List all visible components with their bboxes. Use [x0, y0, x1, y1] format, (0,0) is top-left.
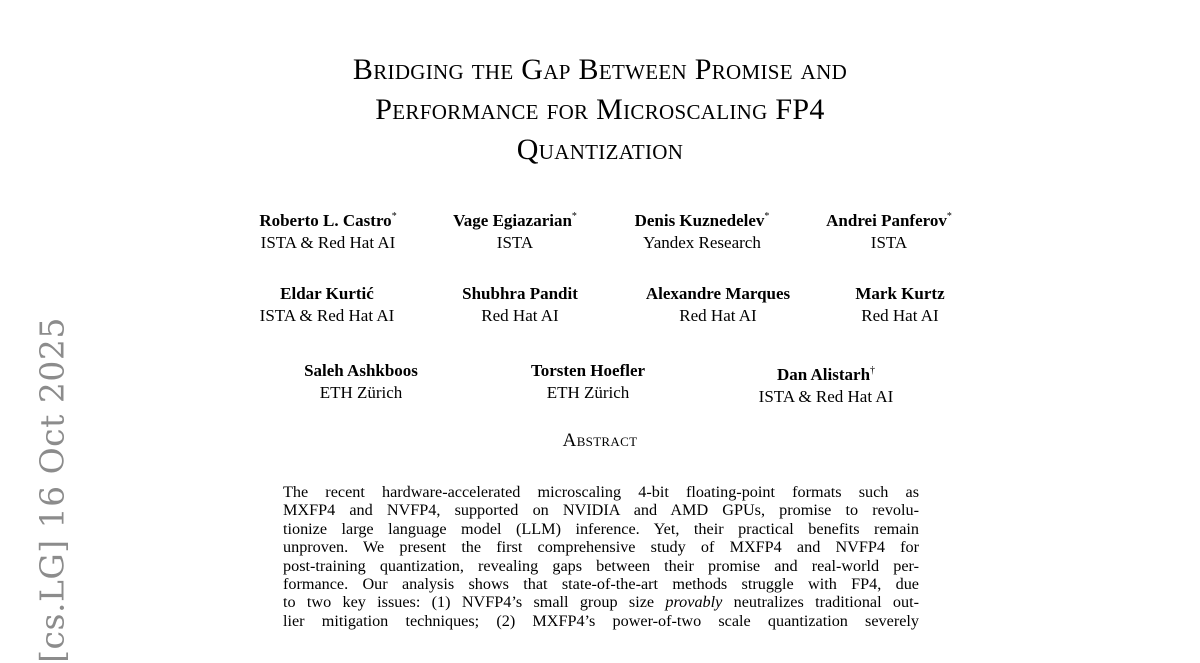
author-name: Andrei Panferov* — [826, 211, 952, 230]
author-block — [453, 206, 577, 254]
author-name: Shubhra Pandit — [462, 284, 578, 303]
author-block — [826, 206, 952, 254]
author-mark: * — [946, 211, 952, 222]
author-affiliation: ETH Zürich — [319, 383, 403, 402]
author-name: Alexandre Marques — [645, 284, 791, 303]
author-name: Denis Kuznedelev* — [634, 211, 770, 230]
author-affiliation: ISTA & Red Hat AI — [260, 233, 396, 252]
author-name: Vage Egiazarian* — [453, 211, 577, 230]
author-name: Saleh Ashkboos — [304, 361, 418, 380]
author-affiliation: Yandex Research — [643, 233, 761, 252]
author-affiliation: ETH Zürich — [546, 383, 630, 402]
arxiv-identifier-stamp: [cs.LG] 16 Oct 2025 — [32, 317, 72, 663]
author-block — [259, 206, 396, 254]
author-block — [759, 360, 894, 408]
author-mark: * — [764, 211, 770, 222]
author-mark: † — [870, 365, 876, 376]
abstract-line: unproven. We present the first comprehensive study of MXFP4 and NVFP4 for — [283, 538, 919, 557]
author-affiliation: Red Hat AI — [861, 306, 939, 325]
paper-title — [200, 50, 1000, 170]
title-line: Bridging the Gap Between Promise and — [352, 53, 848, 86]
author-affiliation: ISTA — [496, 233, 534, 252]
abstract-line: post-training quantization, revealing gaps between their promise and real-world per- — [283, 556, 919, 575]
author-name: Eldar Kurtić — [280, 284, 374, 303]
abstract-body — [283, 483, 919, 630]
author-affiliation: ISTA & Red Hat AI — [758, 387, 894, 406]
author-block — [635, 206, 770, 254]
title-line: Performance for Microscaling FP4 — [375, 93, 825, 126]
author-block — [646, 283, 790, 327]
author-block — [855, 283, 944, 327]
abstract-line: tionize large language model (LLM) inference. Yet, their practical benefits remain — [283, 519, 919, 538]
author-block — [531, 360, 645, 404]
author-name: Mark Kurtz — [855, 284, 945, 303]
author-affiliation: ISTA — [870, 233, 908, 252]
abstract-line: formance. Our analysis shows that state-of-the-art methods struggle with FP4, due — [283, 575, 919, 594]
author-mark: * — [391, 211, 397, 222]
author-name: Torsten Hoefler — [530, 361, 646, 380]
author-affiliation: ISTA & Red Hat AI — [259, 306, 395, 325]
author-block — [304, 360, 418, 404]
author-block — [462, 283, 578, 327]
author-name: Roberto L. Castro* — [259, 211, 397, 230]
abstract-line: The recent hardware-accelerated microscaling 4-bit floating-point formats such as — [283, 483, 919, 501]
abstract-line: lier mitigation techniques; (2) MXFP4’s power-of-two scale quantization severely — [283, 611, 919, 630]
author-mark: * — [571, 211, 577, 222]
abstract-emphasis: provably — [665, 593, 723, 612]
author-affiliation: Red Hat AI — [481, 306, 559, 325]
author-name: Dan Alistarh† — [776, 365, 876, 384]
title-line: Quantization — [516, 133, 684, 166]
abstract-text: neutralizes traditional out- — [722, 593, 919, 612]
author-affiliation: Red Hat AI — [679, 306, 757, 325]
abstract-line: MXFP4 and NVFP4, supported on NVIDIA and AMD GPUs, promise to revolu- — [283, 501, 919, 520]
abstract-text: to two key issues: (1) NVFP4’s small group size — [283, 593, 666, 612]
author-block — [260, 283, 395, 327]
abstract-heading: Abstract — [562, 430, 638, 451]
abstract-line — [283, 593, 919, 611]
